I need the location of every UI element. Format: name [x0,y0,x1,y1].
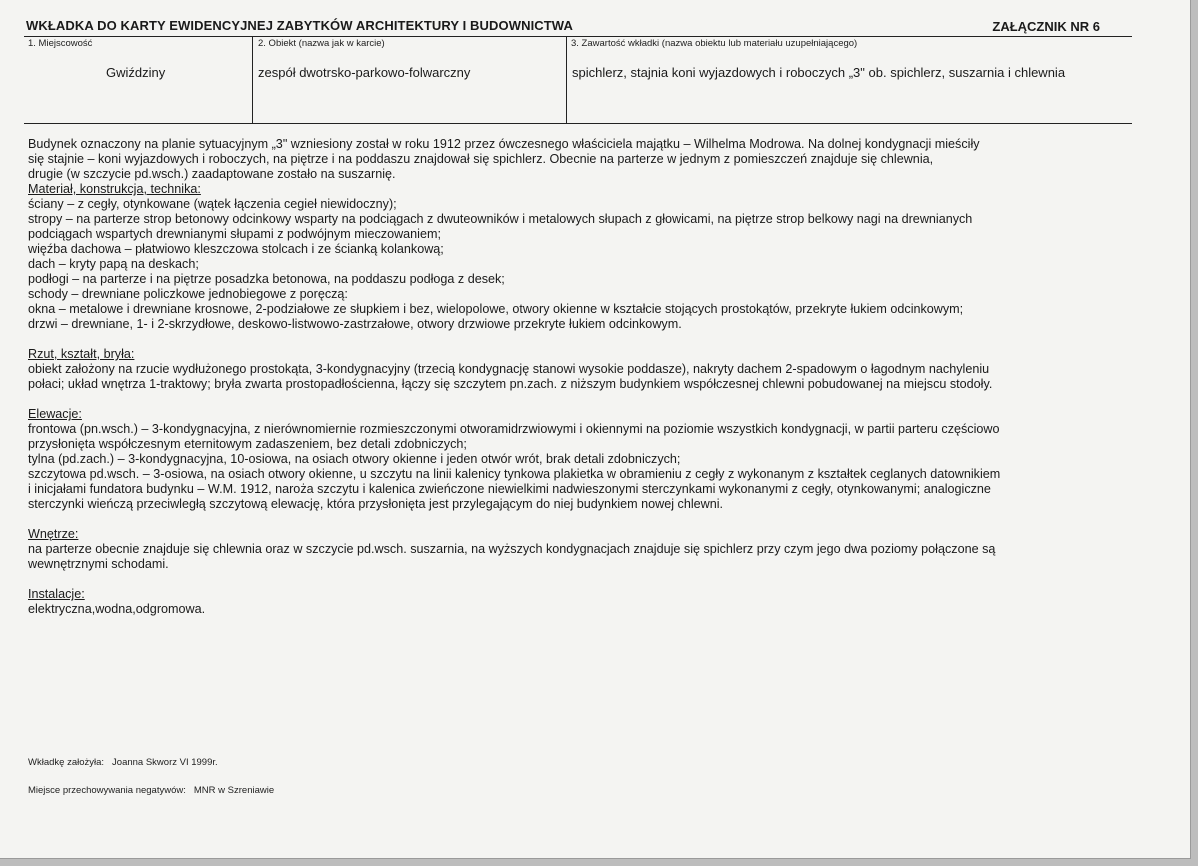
header-top-rule [24,36,1132,37]
locality-label: 1. Miejscowość [28,38,93,49]
document-title: WKŁADKA DO KARTY EWIDENCYJNEJ ZABYTKÓW ARCHITEKTURY I BUDOWNICTWA [26,18,573,33]
section-gap [28,512,1153,527]
text-line: więźba dachowa – płatwiowo kleszczowa stolcach i ze ścianką kolankową; [28,242,444,256]
text-line: ściany – z cegły, otynkowane (wątek łączenia cegieł niewidoczny); [28,197,397,211]
section-heading-interior: Wnętrze: [28,527,79,541]
section-heading-installations: Instalacje: [28,587,85,601]
installations-section [28,587,1153,617]
interior-section [28,527,1153,572]
section-gap [28,332,1153,347]
annex-number: ZAŁĄCZNIK NR 6 [992,19,1100,34]
text-line: podłogi – na parterze i na piętrze posadzka betonowa, na poddaszu podłoga z desek; [28,272,505,286]
text-line: się stajnie – koni wyjazdowych i roboczych, na piętrze i na poddaszu znajdował się spichlerz. Obecnie na parterze w jednym z pomieszczeń znajduje się chlewnia, [28,152,934,166]
text-line: połaci; układ wnętrza 1-traktowy; bryła zwarta prostopadłościenna, łączy się szczytem pn.zach. z niższym budynkiem współczesnej chlewni pobudowanej na miejscu stodoły. [28,377,993,391]
text-line: elektryczna,wodna,odgromowa. [28,602,206,616]
author-line [28,757,218,768]
content-label: 3. Zawartość wkładki (nazwa obiektu lub materiału uzupełniającego) [571,38,858,49]
content-value: spichlerz, stajnia koni wyjazdowych i roboczych „3" ob. spichlerz, suszarnia i chlewnia [572,65,1066,80]
text-line: Budynek oznaczony na planie sytuacyjnym „3" wzniesiony został w roku 1912 przez ówczesnego właściciela majątku – Wilhelma Modrowa. Na dolnej kondygnacji mieściły [28,137,980,151]
author-value: Joanna Skworz VI 1999r. [112,757,218,768]
text-line: podciągach wspartych drewnianymi słupami z podwójnym mieczowaniem; [28,227,441,241]
text-line: tylna (pd.zach.) – 3-kondygnacyjna, 10-osiowa, na osiach otwory okienne i jeden otwór wrót, brak detali zdobniczych; [28,452,681,466]
negatives-label: Miejsce przechowywania negatywów: [28,785,186,796]
object-label: 2. Obiekt (nazwa jak w karcie) [258,38,385,49]
text-line: i inicjałami fundatora budynku – W.M. 1912, naroża szczytu i kalenica zwieńczone niewielkimi nadwieszonymi sterczynkami wykonanymi z cegły, otynkowanymi; analogiczne [28,482,991,496]
text-line: sterczynki wieńczą przeciwległą szczytową elewację, która przysłonięta jest przylegającym do niej budynkiem nowej chlewni. [28,497,724,511]
material-section [28,182,1153,332]
negatives-value: MNR w Szreniawie [193,785,275,796]
text-line: schody – drewniane policzkowe jednobiegowe z poręczą: [28,287,348,301]
locality-value: Gwiździny [106,65,166,80]
text-line: drugie (w szczycie pd.wsch.) zaadaptowane zostało na suszarnię. [28,167,396,181]
plan-section [28,347,1153,392]
negatives-line [28,785,274,796]
section-heading-plan: Rzut, kształt, bryła: [28,347,135,361]
section-gap [28,572,1153,587]
text-line: drzwi – drewniane, 1- i 2-skrzydłowe, deskowo-listwowo-zastrzałowe, otwory drzwiowe przekryte łukiem odcinkowym. [28,317,682,331]
author-label: Wkładkę założyła: [28,757,105,768]
header-bottom-rule [24,123,1132,124]
elevations-section [28,407,1153,512]
section-gap [28,392,1153,407]
section-heading-material: Materiał, konstrukcja, technika: [28,182,201,196]
description-body [28,137,1153,617]
header-divider-2 [566,36,567,123]
section-heading-elevations: Elewacje: [28,407,82,421]
intro-section [28,137,1153,182]
text-line: na parterze obecnie znajduje się chlewnia oraz w szczycie pd.wsch. suszarnia, na wyższych kondygnacjach znajduje się spichlerz przy czym jego dwa poziomy połączone są [28,542,996,556]
text-line: przysłonięta współczesnym eternitowym zadaszeniem, bez detali zdobniczych; [28,437,467,451]
text-line: frontowa (pn.wsch.) – 3-kondygnacyjna, z nierównomiernie rozmieszczonymi otworamidrzwiowymi i okiennymi na poziomie wszystkich kondygnacji, w partii parteru częściowo [28,422,1000,436]
text-line: wewnętrznymi schodami. [28,557,169,571]
text-line: szczytowa pd.wsch. – 3-osiowa, na osiach otwory okienne, u szczytu na linii kalenicy tynkowa plakietka w obramieniu z cegły z wykonanym z kształtek ceglanych datownikiem [28,467,1001,481]
text-line: stropy – na parterze strop betonowy odcinkowy wsparty na podciągach z dwuteowników i metalowych słupach z głowicami, na piętrze strop belkowy nagi na drewnianych [28,212,973,226]
text-line: okna – metalowe i drewniane krosnowe, 2-podziałowe ze słupkiem i bez, wielopolowe, otwory okienne w kształcie stojących prostokątów, przekryte łukiem odcinkowym; [28,302,964,316]
text-line: dach – kryty papą na deskach; [28,257,199,271]
object-value: zespół dwotrsko-parkowo-folwarczny [258,65,471,80]
header-divider-1 [252,36,253,123]
text-line: obiekt założony na rzucie wydłużonego prostokąta, 3-kondygnacyjny (trzecią kondygnację stanowi wysokie poddasze), nakryty dachem 2-spadowym o łagodnym nachyleniu [28,362,990,376]
